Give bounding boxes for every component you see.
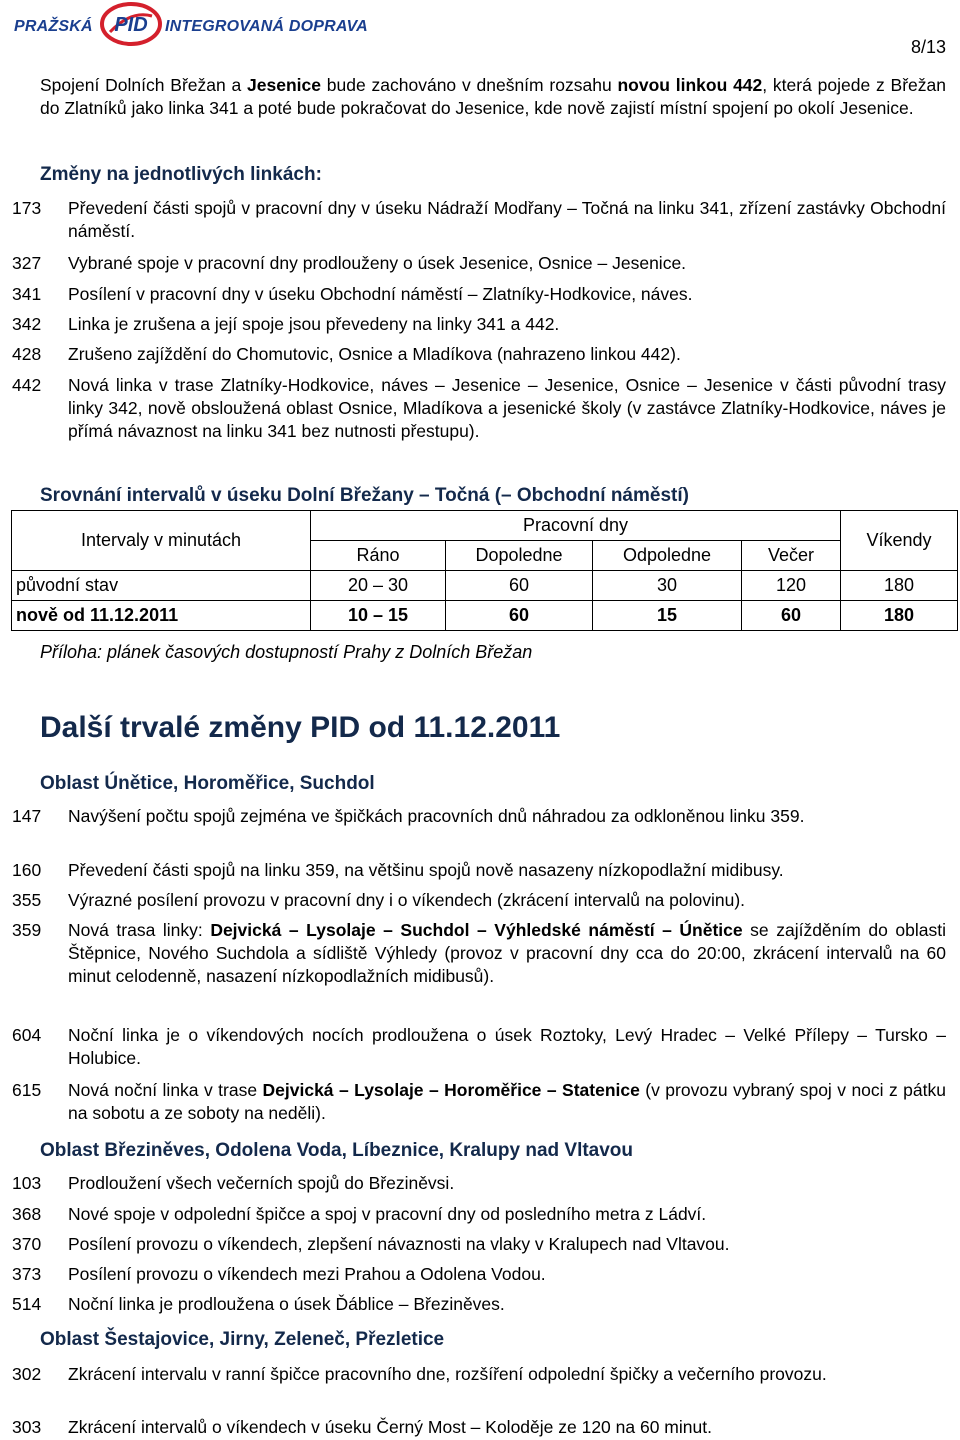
line-text-part: (v provozu vybraný spoj v noci z pátku na sobotu a ze soboty na neděli). — [68, 1080, 946, 1123]
line-description: Zkrácení intervalů o víkendech v úseku Černý Most – Koloděje ze 120 na 60 minut. — [68, 1417, 712, 1437]
line-number: 160 — [12, 860, 42, 880]
table-row — [12, 571, 958, 601]
comparison-heading: Srovnání intervalů v úseku Dolní Břežany – Točná (– Obchodní náměstí) — [40, 485, 689, 506]
line-item-303 — [12, 1416, 946, 1439]
line-item-103 — [12, 1172, 946, 1195]
area-heading-sestajovice: Oblast Šestajovice, Jirny, Zeleneč, Přezletice — [40, 1329, 445, 1350]
table-cell: 10 – 15 — [311, 601, 446, 631]
changes-heading: Změny na jednotlivých linkách: — [40, 164, 322, 185]
line-item-359 — [12, 919, 946, 988]
line-number: 327 — [12, 253, 42, 273]
page-number: 8/13 — [910, 37, 946, 57]
line-number: 442 — [12, 375, 42, 395]
line-item-514 — [12, 1293, 946, 1316]
table-col-header: Odpoledne — [593, 541, 742, 571]
line-route-bold: Dejvická – Lysolaje – Suchdol – Výhledské náměstí – Únětice — [210, 920, 743, 940]
intro-paragraph — [40, 74, 946, 120]
line-item-341 — [12, 283, 946, 306]
intro-text-5: , která pojede z Břežan do Zlatníků jako linka 341 a poté bude pokračovat do Jesenice, kde nově zajistí místní spojení po okolí Jesenice. — [40, 75, 946, 118]
line-description: Převedení části spojů na linku 359, na většinu spojů nově nasazeny nízkopodlažní midibusy. — [68, 860, 784, 880]
line-number: 368 — [12, 1204, 42, 1224]
table-col-header: Dopoledne — [446, 541, 593, 571]
line-item-442 — [12, 374, 946, 443]
line-description: Nové spoje v odpolední špičce a spoj v pracovní dny od posledního metra z Ládví. — [68, 1204, 707, 1224]
line-item-373 — [12, 1263, 946, 1286]
intro-jesenice: Jesenice — [247, 75, 321, 95]
line-description: Převedení části spojů v pracovní dny v úseku Nádraží Modřany – Točná na linku 341, zřízení zastávky Obchodní náměstí. — [68, 198, 946, 241]
area-heading-brezineves: Oblast Březiněves, Odolena Voda, Líbeznice, Kralupy nad Vltavou — [40, 1140, 634, 1161]
line-item-302 — [12, 1363, 946, 1386]
line-number: 604 — [12, 1025, 42, 1045]
line-number: 373 — [12, 1264, 42, 1284]
line-description: Posílení provozu o víkendech, zlepšení návaznosti na vlaky v Kralupech nad Vltavou. — [68, 1234, 730, 1254]
table-row — [12, 601, 958, 631]
table-cell: 15 — [593, 601, 742, 631]
line-description: Noční linka je prodloužena o úsek Ďáblice – Březiněves. — [68, 1294, 505, 1314]
area-heading-unetice: Oblast Únětice, Horoměřice, Suchdol — [40, 773, 375, 794]
table-cell: 30 — [593, 571, 742, 601]
table-cell: 180 — [841, 601, 958, 631]
table-cell: 20 – 30 — [311, 571, 446, 601]
line-item-173 — [12, 197, 946, 243]
line-number: 359 — [12, 920, 42, 940]
line-number: 303 — [12, 1417, 42, 1437]
line-item-428 — [12, 343, 946, 366]
pid-logo-header — [14, 2, 374, 46]
line-number: 428 — [12, 344, 42, 364]
line-description: Prodloužení všech večerních spojů do Březiněvsi. — [68, 1173, 455, 1193]
attachment-note: Příloha: plánek časových dostupností Prahy z Dolních Břežan — [40, 642, 533, 662]
logo-mark-text: PID — [114, 14, 148, 36]
line-text-part: Nová noční linka v trase — [68, 1080, 263, 1100]
line-item-160 — [12, 859, 946, 882]
table-cell: 60 — [742, 601, 841, 631]
table-group-header: Pracovní dny — [311, 511, 841, 541]
line-number: 370 — [12, 1234, 42, 1254]
line-number: 173 — [12, 198, 42, 218]
line-description: Posílení v pracovní dny v úseku Obchodní náměstí – Zlatníky-Hodkovice, náves. — [68, 284, 693, 304]
line-description: Navýšení počtu spojů zejména ve špičkách pracovních dnů náhradou za odkloněnou linku 359. — [68, 806, 805, 826]
line-number: 355 — [12, 890, 42, 910]
line-number: 342 — [12, 314, 42, 334]
table-cell: 60 — [446, 601, 593, 631]
line-description: Nová linka v trase Zlatníky-Hodkovice, náves – Jesenice – Jesenice, Osnice – Jesenice v části původní trasy linky 342, nově obsloužená oblast Osnice, Mladíkova a jesenické školy (v zastávce Zlatníky-Hodkovice, náves je přímá návaznost na linku 341 bez nutnosti přestupu). — [68, 375, 946, 441]
table-row-header: Intervaly v minutách — [12, 511, 311, 571]
line-description: Zkrácení intervalu v ranní špičce pracovního dne, rozšíření odpolední špičky a večerního provozu. — [68, 1364, 827, 1384]
line-text-part: Nová trasa linky: — [68, 920, 211, 940]
line-number: 302 — [12, 1364, 42, 1384]
line-description: Noční linka je o víkendových nocích prodloužena o úsek Roztoky, Levý Hradec – Velké Přílepy – Tursko – Holubice. — [68, 1025, 946, 1068]
table-col-header: Ráno — [311, 541, 446, 571]
table-col-header: Večer — [742, 541, 841, 571]
line-number: 341 — [12, 284, 42, 304]
line-route-bold: Dejvická – Lysolaje – Horoměřice – Statenice — [262, 1080, 640, 1100]
line-item-342 — [12, 313, 946, 336]
line-number: 615 — [12, 1080, 42, 1100]
pid-logo-icon — [100, 2, 162, 46]
table-cell: 120 — [742, 571, 841, 601]
line-description — [68, 1079, 946, 1125]
logo-text-left: PRAŽSKÁ — [14, 18, 93, 35]
line-description: Linka je zrušena a její spoje jsou převedeny na linky 341 a 442. — [68, 314, 560, 334]
intro-new-line: novou linkou 442 — [617, 75, 763, 95]
line-item-147 — [12, 805, 946, 828]
line-number: 103 — [12, 1173, 42, 1193]
section-title: Další trvalé změny PID od 11.12.2011 — [40, 711, 561, 744]
intro-text-3: bude zachováno v dnešním rozsahu — [321, 75, 618, 95]
line-description: Zrušeno zajíždění do Chomutovic, Osnice a Mladíkova (nahrazeno linkou 442). — [68, 344, 681, 364]
table-row-label: původní stav — [12, 571, 311, 601]
table-weekend-header: Víkendy — [841, 511, 958, 571]
interval-table — [11, 510, 958, 631]
line-description: Výrazné posílení provozu v pracovní dny i o víkendech (zkrácení intervalů na polovinu). — [68, 890, 746, 910]
table-cell: 60 — [446, 571, 593, 601]
line-item-355 — [12, 889, 946, 912]
line-description: Posílení provozu o víkendech mezi Prahou a Odolena Vodou. — [68, 1264, 546, 1284]
line-text-part: se zajížděním do oblasti Štěpnice, Nového Suchdola a sídliště Výhledy (provoz v pracovní dny cca do 20:00, zkrácení intervalů na 60 minut celodenně, nasazení nízkopodlažních midibusů). — [68, 920, 947, 986]
table-cell: 180 — [841, 571, 958, 601]
table-row-label: nově od 11.12.2011 — [12, 601, 311, 631]
line-item-604 — [12, 1024, 946, 1070]
line-item-368 — [12, 1203, 946, 1226]
logo-text-right: INTEGROVANÁ DOPRAVA — [165, 18, 368, 35]
line-item-370 — [12, 1233, 946, 1256]
line-description: Vybrané spoje v pracovní dny prodlouženy o úsek Jesenice, Osnice – Jesenice. — [68, 253, 687, 273]
line-item-327 — [12, 252, 946, 275]
line-item-615 — [12, 1079, 946, 1125]
table-header-row — [12, 511, 958, 541]
line-number: 147 — [12, 806, 42, 826]
line-number: 514 — [12, 1294, 42, 1314]
intro-text-1: Spojení Dolních Břežan a — [40, 75, 248, 95]
line-description — [68, 919, 946, 988]
